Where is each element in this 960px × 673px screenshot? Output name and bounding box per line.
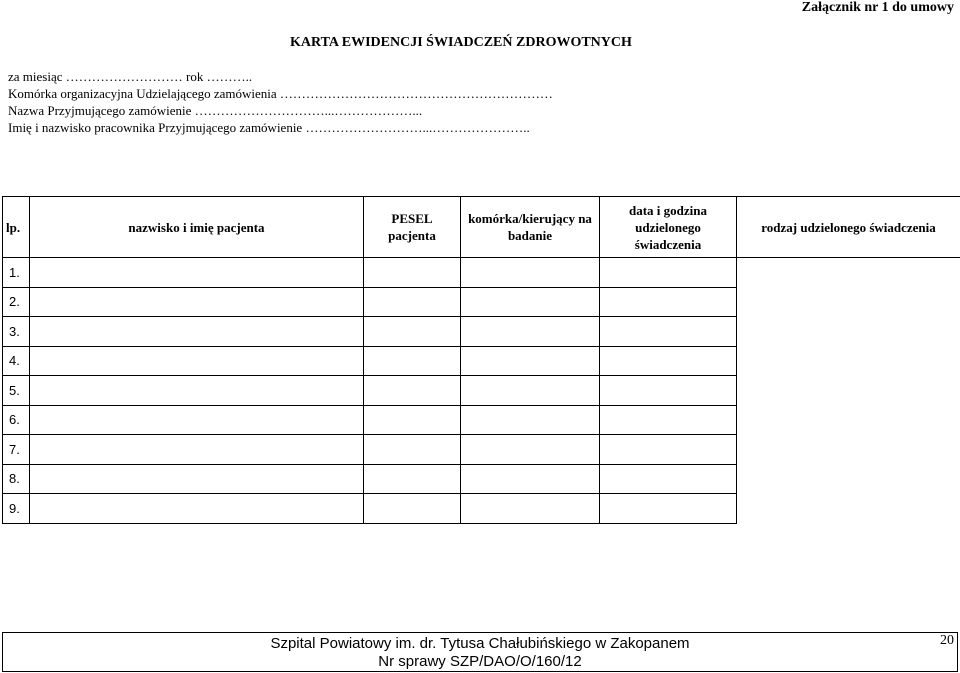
cell[interactable] — [30, 287, 364, 317]
cell-empty — [737, 346, 960, 376]
cell[interactable] — [600, 376, 737, 406]
row-number: 4. — [3, 346, 30, 376]
cell[interactable] — [30, 435, 364, 465]
field-month-year: za miesiąc ……………………… rok ……….. — [8, 69, 253, 84]
cell-empty — [737, 494, 960, 524]
row-number: 1. — [3, 258, 30, 288]
cell[interactable] — [30, 405, 364, 435]
cell[interactable] — [364, 464, 461, 494]
table-row — [3, 405, 960, 435]
cell[interactable] — [364, 405, 461, 435]
page-number: 20 — [940, 633, 954, 648]
cell[interactable] — [364, 435, 461, 465]
cell[interactable] — [30, 494, 364, 524]
cell[interactable] — [461, 435, 600, 465]
cell[interactable] — [461, 317, 600, 347]
cell[interactable] — [461, 376, 600, 406]
table-header-row — [3, 197, 960, 258]
table-row — [3, 287, 960, 317]
cell[interactable] — [600, 258, 737, 288]
cell[interactable] — [600, 346, 737, 376]
col-header-patient: nazwisko i imię pacjenta — [30, 197, 364, 258]
footer-box — [2, 632, 958, 672]
cell[interactable] — [600, 435, 737, 465]
cell[interactable] — [30, 346, 364, 376]
cell[interactable] — [364, 494, 461, 524]
records-table — [2, 196, 960, 524]
table-row — [3, 258, 960, 288]
cell[interactable] — [461, 287, 600, 317]
cell[interactable] — [461, 405, 600, 435]
field-unit: Komórka organizacyjna Udzielającego zamówienia ……………………………………………………… — [8, 86, 553, 101]
cell[interactable] — [364, 317, 461, 347]
cell[interactable] — [364, 376, 461, 406]
footer-case-number: Nr sprawy SZP/DAO/O/160/12 — [378, 653, 582, 670]
col-header-date: data i godzina udzielonego świadczenia — [600, 197, 737, 258]
cell[interactable] — [364, 258, 461, 288]
document-title: KARTA EWIDENCJI ŚWIADCZEŃ ZDROWOTNYCH — [290, 35, 632, 50]
table-row — [3, 346, 960, 376]
cell-empty — [737, 258, 960, 288]
cell[interactable] — [600, 287, 737, 317]
cell-empty — [737, 405, 960, 435]
field-contractor-name: Nazwa Przyjmującego zamówienie …………………………...………………... — [8, 103, 423, 118]
col-header-unit: komórka/kierujący na badanie — [461, 197, 600, 258]
footer-hospital-name: Szpital Powiatowy im. dr. Tytusa Chałubińskiego w Zakopanem — [270, 635, 690, 652]
cell-empty — [737, 287, 960, 317]
row-number: 3. — [3, 317, 30, 347]
table-row — [3, 435, 960, 465]
cell-empty — [737, 435, 960, 465]
cell[interactable] — [600, 494, 737, 524]
cell-empty — [737, 376, 960, 406]
cell[interactable] — [30, 317, 364, 347]
cell[interactable] — [364, 287, 461, 317]
row-number: 6. — [3, 405, 30, 435]
field-employee-name: Imię i nazwisko pracownika Przyjmującego zamówienie ………………………...………………….. — [8, 120, 530, 135]
col-header-lp: lp. — [3, 197, 30, 258]
cell[interactable] — [461, 258, 600, 288]
row-number: 7. — [3, 435, 30, 465]
row-number: 5. — [3, 376, 30, 406]
cell-empty — [737, 317, 960, 347]
cell[interactable] — [600, 464, 737, 494]
cell[interactable] — [461, 346, 600, 376]
cell[interactable] — [30, 376, 364, 406]
cell[interactable] — [600, 405, 737, 435]
cell[interactable] — [461, 494, 600, 524]
annex-label: Załącznik nr 1 do umowy — [801, 0, 954, 15]
table-row — [3, 317, 960, 347]
row-number: 8. — [3, 464, 30, 494]
cell[interactable] — [30, 464, 364, 494]
cell[interactable] — [600, 317, 737, 347]
table-row — [3, 464, 960, 494]
cell[interactable] — [461, 464, 600, 494]
cell[interactable] — [364, 346, 461, 376]
cell-empty — [737, 464, 960, 494]
col-header-pesel: PESEL pacjenta — [364, 197, 461, 258]
table-row — [3, 494, 960, 524]
table-row — [3, 376, 960, 406]
cell[interactable] — [30, 258, 364, 288]
row-number: 2. — [3, 287, 30, 317]
row-number: 9. — [3, 494, 30, 524]
col-header-service: rodzaj udzielonego świadczenia — [737, 197, 960, 258]
